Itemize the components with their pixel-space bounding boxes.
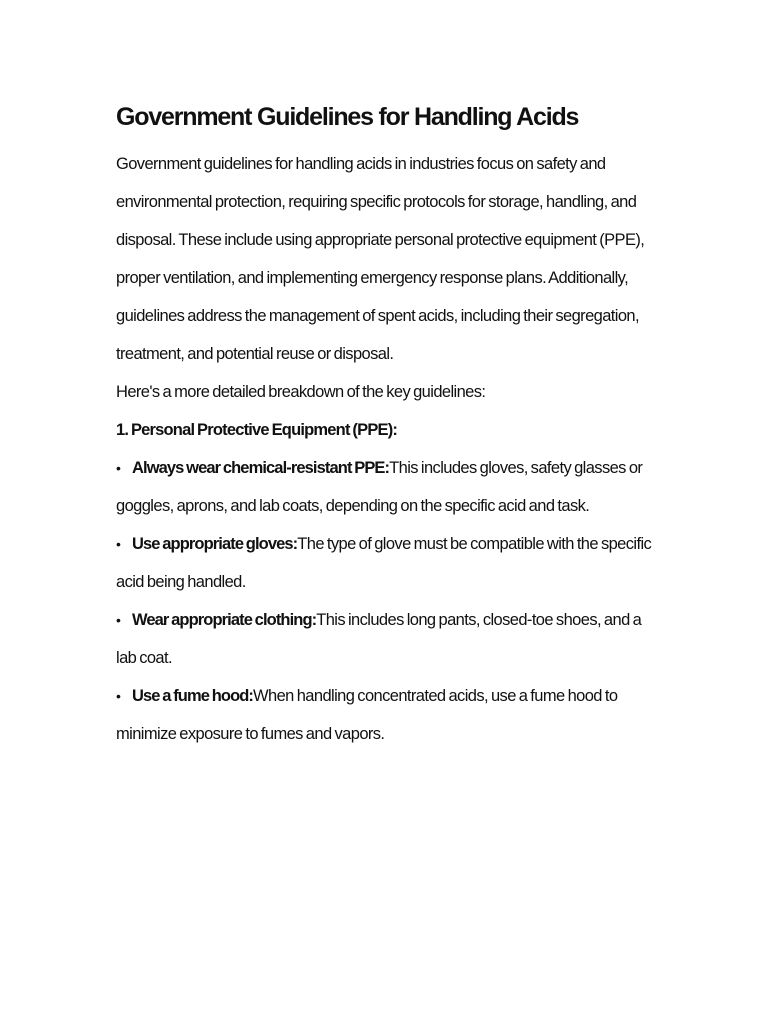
bullet-marker: • [116,536,121,552]
bullet-term: Use a fume hood: [132,687,254,705]
bullet-item [116,601,656,677]
bullet-term: Always wear chemical-resistant PPE: [132,459,390,477]
section-heading-ppe: 1. Personal Protective Equipment (PPE): [116,421,398,439]
bullet-marker: • [116,688,121,704]
bullet-item [116,677,656,753]
bullet-item [116,525,656,601]
bullet-text: This includes gloves, safety glasses or goggles, aprons, and lab coats, depending on the specific acid and task. [116,459,643,515]
bullet-text: The type of glove must be compatible with the specific acid being handled. [116,535,652,591]
lead-sentence: Here's a more detailed breakdown of the key guidelines: [116,383,486,401]
bullet-text: When handling concentrated acids, use a fume hood to minimize exposure to fumes and vapors. [116,687,618,743]
document-title: Government Guidelines for Handling Acids [116,103,579,131]
intro-paragraph: Government guidelines for handling acids in industries focus on safety and environmental protection, requiring specific protocols for storage, handling, and disposal. These include using appropriate personal protective equipment (PPE), proper ventilation, and implementing emergency response plans. Additionally, guidelines address the management of spent acids, including their segregation, treatment, and potential reuse or disposal. [116,155,645,363]
ppe-bullet-list [116,449,656,753]
bullet-marker: • [116,612,121,628]
bullet-term: Wear appropriate clothing: [132,611,317,629]
bullet-marker: • [116,460,121,476]
document-page [116,97,656,753]
bullet-term: Use appropriate gloves: [132,535,298,553]
bullet-item [116,449,656,525]
bullet-text: This includes long pants, closed-toe shoes, and a lab coat. [116,611,642,667]
